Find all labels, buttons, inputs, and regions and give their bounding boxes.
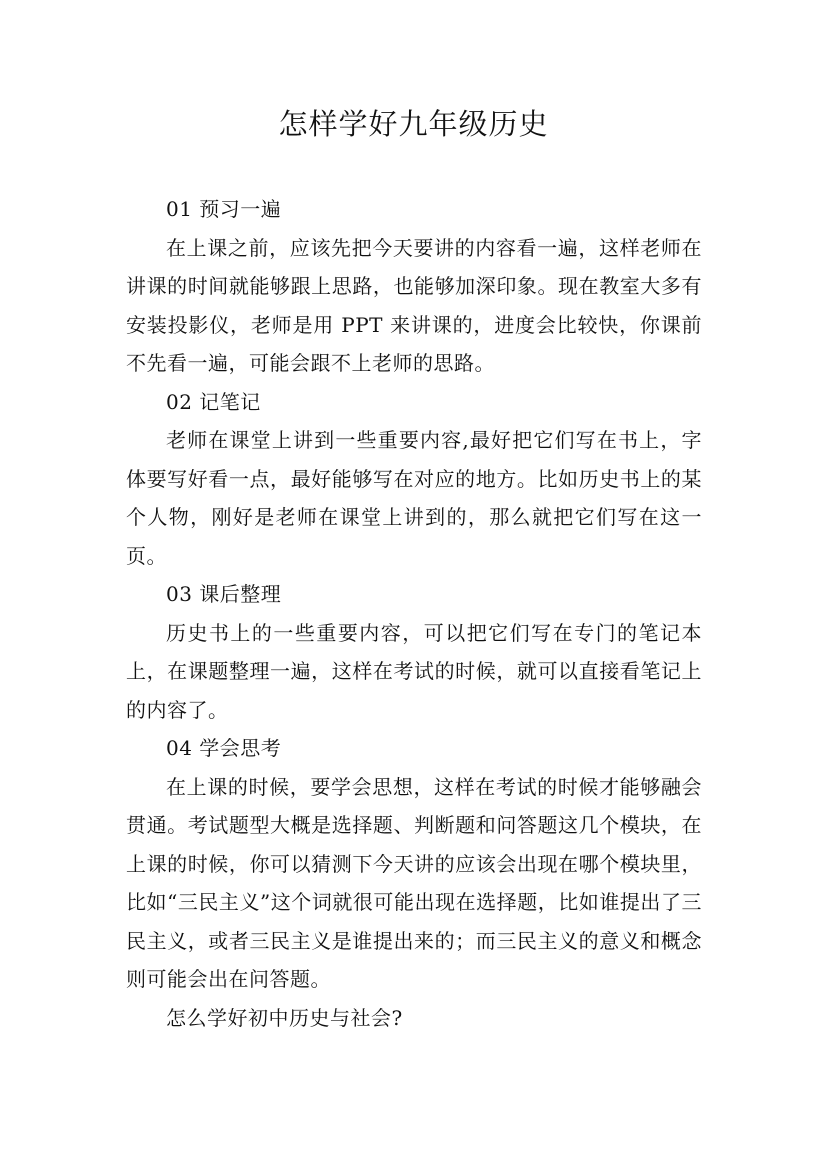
- section-paragraph: 在上课之前，应该先把今天要讲的内容看一遍，这样老师在讲课的时间就能够跟上思路，也能够加深印象。现在教室大多有安装投影仪，老师是用 PPT 来讲课的，进度会比较快，你课前不先看一遍，可能会跟不上老师的思路。: [126, 235, 702, 375]
- section-notes: [126, 383, 702, 576]
- document-title: 怎样学好九年级历史: [278, 107, 549, 141]
- section-heading: 04 学会思考: [166, 736, 282, 760]
- section-paragraph: 历史书上的一些重要内容，可以把它们写在专门的笔记本上，在课题整理一遍，这样在考试的时候，就可以直接看笔记上的内容了。: [126, 620, 702, 722]
- section-review: [126, 575, 702, 729]
- closing-question: 怎么学好初中历史与社会?: [166, 1005, 403, 1030]
- document-body: [126, 190, 702, 1037]
- section-heading: 01 预习一遍: [166, 197, 282, 221]
- section-heading: 02 记笔记: [166, 389, 261, 414]
- section-thinking: [126, 729, 702, 999]
- section-heading: 03 课后整理: [166, 582, 282, 606]
- section-preview: [126, 190, 702, 383]
- section-paragraph: 老师在课堂上讲到一些重要内容,最好把它们写在书上，字体要写好看一点，最好能够写在对应的地方。比如历史书上的某个人物，刚好是老师在课堂上讲到的，那么就把它们写在这一页。: [126, 428, 702, 568]
- section-paragraph: 在上课的时候，要学会思想，这样在考试的时候才能够融会贯通。考试题型大概是选择题、判断题和问答题这几个模块，在上课的时候，你可以猜测下今天讲的应该会出现在哪个模块里，比如“三民主义”这个词就很可能出现在选择题，比如谁提出了三民主义，或者三民主义是谁提出来的；而三民主义的意义和概念则可能会出在问答题。: [126, 774, 702, 991]
